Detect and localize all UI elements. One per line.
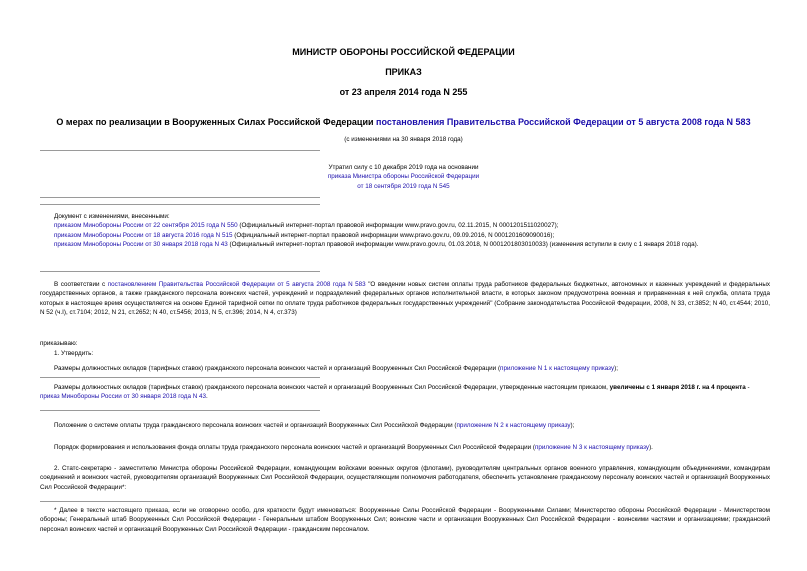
increase-dash: - — [745, 384, 750, 391]
title-decree-link[interactable]: постановления Правительства Российской Федерации от 5 августа 2008 года N 583 — [376, 117, 751, 127]
change-item — [40, 221, 770, 230]
appendix-1-link[interactable]: приложение N 1 к настоящему приказу — [500, 365, 615, 372]
appendix-3-link[interactable]: приложение N 3 к настоящему приказу — [534, 444, 650, 451]
divider — [40, 271, 320, 272]
increase-end: . — [206, 393, 208, 401]
status-box — [290, 163, 517, 191]
divider — [40, 197, 320, 198]
appendix-2-link[interactable]: приложение N 2 к настоящему приказу — [456, 422, 571, 429]
title-text: О мерах по реализации в Вооруженных Силах Российской Федерации — [56, 117, 377, 127]
appendix-1-end: ); — [614, 365, 619, 372]
prikazyvayu: приказываю: — [40, 340, 78, 347]
footnote: * Далее в тексте настоящего приказа, если не оговорено особо, для краткости будут именоваться: Вооруженные Силы Российской Федерации - Вооруженными Силами; Министерство обороны Российской Федерации - Министерством обороны; Генеральный штаб Вооруженных Сил Российской Федерации - Генеральным штабом Вооруженных Сил; воинские части и организации Вооруженных Сил Российской Федерации - воинскими частями и организациями; гражданский персонал воинских частей и организаций Вооруженных Сил Российской Федерации - гражданским персоналом. — [40, 507, 770, 533]
preamble-text-rest: "О введении новых систем оплаты труда работников федеральных бюджетных, автономных и казенных учреждений и федеральных государственных органов, а также гражданского персонала воинских частей, учреждений и подразделений федеральных органов исполнительной власти, в которых законом предусмотрена военная и приравненная к ней служба, оплата труда которых в настоящее время осуществляется на основе Единой тарифной сетки по оплате труда работников федеральных государственных учреждений" (Собрание законодательства Российской Федерации, 2008, N 33, ст.3852; N 40, ст.4544; 2010, N 52 (ч.I), ст.7104; 2012, N 21, ст.2652; N 40, ст.5456; 2013, N 5, ст.396; 2014, N 4, ст.373) — [40, 281, 770, 316]
divider — [40, 150, 320, 151]
changes-block — [40, 212, 770, 249]
increase-text: Размеры должностных окладов (тарифных ставок) гражданского персонала воинских частей и организаций Вооруженных Сил Российской Федерации, утвержденные настоящим приказом, — [54, 384, 610, 391]
document-title — [0, 117, 807, 127]
change-item — [40, 240, 770, 249]
change-link[interactable]: приказом Минобороны России от 30 января 2018 года N 43 — [54, 240, 228, 248]
item-2-paragraph: 2. Статс-секретарю - заместителю Министра обороны Российской Федерации, командующим войсками военных округов (флотами), руководителям центральных органов военного управления, командующим объединениями, командирам соединений и воинских частей, руководителям организаций Вооруженных Сил Российской Федерации, осуществляющим полномочия работодателя, обеспечить установление гражданскому персоналу воинских частей и организаций Вооруженных Сил Российской Федерации*: — [40, 465, 770, 491]
divider — [40, 377, 320, 378]
increase-link[interactable]: приказ Минобороны России от 30 января 2018 года N 43 — [40, 393, 207, 401]
preamble-text: В соответствии с — [54, 281, 108, 288]
divider — [40, 410, 320, 411]
change-text: (Официальный интернет-портал правовой информации www.pravo.gov.ru, 02.11.2015, N 0001201511020027); — [237, 222, 559, 230]
appendix-2-paragraph — [40, 421, 770, 430]
appendix-1-paragraph — [40, 364, 770, 373]
change-text: (Официальный интернет-портал правовой информации www.pravo.gov.ru, 09.09.2016, N 0001201609090016); — [232, 231, 555, 239]
item-1: 1. Утвердить: — [54, 350, 94, 357]
appendix-1-text: Размеры должностных окладов (тарифных ставок) гражданского персонала воинских частей и организаций Вооруженных Сил Российской Федерации ( — [54, 365, 501, 372]
change-link[interactable]: приказом Минобороны России от 22 сентября 2015 года N 550 — [54, 222, 238, 230]
doc-type-heading: ПРИКАЗ — [385, 67, 422, 77]
appendix-2-text: Положение о системе оплаты труда гражданского персонала воинских частей и организаций Вооруженных Сил Российской Федерации ( — [54, 422, 457, 429]
change-text: (Официальный интернет-портал правовой информации www.pravo.gov.ru, 01.03.2018, N 0001201803010033) (изменения вступили в силу с 1 января 2018 года). — [227, 240, 699, 248]
footnote-divider — [40, 501, 180, 502]
changes-intro: Документ с изменениями, внесенными: — [54, 213, 170, 220]
status-link-order[interactable]: приказа Министра обороны Российской Федерации — [327, 173, 480, 181]
status-text: Утратил силу с 10 декабря 2019 года на основании — [328, 164, 479, 171]
increase-paragraph — [40, 383, 770, 402]
change-link[interactable]: приказом Минобороны России от 18 августа 2016 года N 515 — [54, 231, 233, 239]
appendix-3-paragraph — [40, 443, 770, 452]
status-link-date[interactable]: от 18 сентября 2019 года N 545 — [357, 182, 450, 190]
appendix-3-text: Порядок формирования и использования фонда оплаты труда гражданского персонала воинских частей и организаций Вооруженных Сил Российской Федерации ( — [54, 444, 535, 451]
doc-date-heading: от 23 апреля 2014 года N 255 — [339, 87, 468, 97]
change-item — [40, 231, 770, 240]
ministry-heading: МИНИСТР ОБОРОНЫ РОССИЙСКОЙ ФЕДЕРАЦИИ — [292, 47, 515, 57]
increase-bold: увеличены с 1 января 2018 г. на 4 процента — [609, 384, 746, 391]
divider — [40, 204, 320, 205]
preamble-paragraph — [40, 280, 770, 317]
preamble-decree-link[interactable]: постановлением Правительства Российской Федерации от 5 августа 2008 года N 583 — [107, 281, 366, 288]
appendix-2-end: ); — [570, 422, 575, 429]
appendix-3-end: ). — [649, 444, 653, 451]
amendments-note: (с изменениями на 30 января 2018 года) — [344, 136, 463, 143]
